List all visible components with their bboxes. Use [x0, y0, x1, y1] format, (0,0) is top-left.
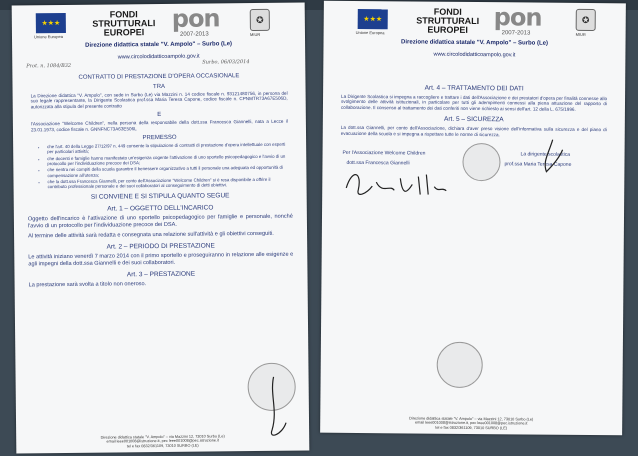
party-association: l'Associazione "Welcome Children", nella persona della responsabile della dott.ssa Francesca Giannelli, nata a Lecce il 23.01.1973, codice fiscale n. GNNFNC73A63E506L	[30, 118, 288, 132]
footer-line: Direzione didattica statale "V. Ampolo" – via Mazzini 12, 73010 Surbo (Le)	[409, 415, 534, 422]
fondi-strutturali-logo: FONDI STRUTTURALI EUROPEI	[92, 9, 156, 38]
art1-title: Art. 1 – OGGETTO DELL'INCARICO	[107, 204, 214, 213]
sign-right-name: prof.ssa Maria Teresa Capone	[504, 161, 572, 168]
art2-text: Le attività iniziano venerdì 7 marzo 2014 con il primo sportello e proseguiranno in relazione alle esigenze e agli impegni della dott.ssa Giannelli e dei suoi collaboratori.	[28, 251, 294, 268]
party-school: La Direzione didattica "V. Ampolo", con sede in Surbo (Le) via Mazzini n. 14 codice fiscale n. 93121480756, in persona del suo legale rappresentante, la Dirigente Scolastica prof.ssa Maria Teresa Capone, codice fiscale n. CPNMTR73A67E506D, autorizzata alla stipula del presente contratto	[30, 90, 288, 110]
school-website: www.circolodidatticoampolo.gov.it	[117, 53, 200, 61]
art2-title: Art. 2 – PERIODO DI PRESTAZIONE	[106, 242, 215, 251]
eu-caption: Unione Europea	[33, 34, 63, 40]
art3-title: Art. 3 – PRESTAZIONE	[126, 271, 196, 279]
letterhead	[323, 1, 625, 52]
school-stamp-bottom	[437, 342, 483, 388]
signature-block	[322, 150, 625, 223]
agreement-heading: SI CONVIENE E SI STIPULA QUANTO SEGUE	[90, 192, 230, 202]
eu-flag-icon: ★★★	[358, 9, 388, 29]
handwritten-date: Surbo, 06/03/2014	[202, 59, 250, 66]
pon-logo: pon	[493, 3, 542, 32]
fondi-strutturali-logo: FONDI STRUTTURALI EUROPEI	[416, 6, 480, 35]
pon-years: 2007-2013	[501, 30, 531, 37]
list-item: • che rientra nei compiti della scuola garantire il benessere organizzativo a tutti il personale una adeguata ed opportunità di compensazione all'utenza;	[47, 165, 288, 178]
signature-giannelli	[342, 164, 452, 205]
art1-text: Oggetto dell'incarico è l'attivazione di uno sportello psicopedagogico per famiglie e personale, nonché l'avvio di un protocollo per l'individuazione precoce dei DSA.	[27, 214, 293, 230]
emblem-caption: MIUR	[575, 31, 586, 37]
republic-emblem-icon: ✪	[250, 9, 270, 31]
sign-right-label: La dirigente scolastica	[520, 151, 571, 158]
art1-text-2: Al termine delle attività sarà redatta e consegnata una relazione sull'attività e gli obiettivi conseguiti.	[28, 230, 274, 239]
pon-years: 2007-2013	[179, 31, 209, 38]
sign-left-name: dott.ssa Francesca Giannelli	[346, 159, 410, 167]
list-item: • che la dott.ssa Francesca Giannelli, per conto dell'Associazione "Welcome Children" si è resa disponibile a offrire il contributo professionale personale e dei suoi collaboratori al conseguimento di detti obiettivi.	[47, 176, 288, 189]
premesso-heading: PREMESSO	[142, 134, 177, 142]
contract-page-2	[320, 1, 626, 436]
art3-text: La prestazione sarà svolta a titolo non oneroso.	[28, 281, 147, 289]
list-item: • che docenti e famiglie hanno manifestato un'esigenza cogente l'attivazione di uno sportello psicopedagogico e l'avvio di un protocollo per l'individuazione precoce dei DSA;	[47, 153, 288, 166]
signature-capone	[522, 137, 582, 178]
pon-logo: pon	[171, 4, 220, 33]
school-name: Direzione didattica statale "V. Ampolo" – Surbo (Le)	[401, 39, 549, 47]
art5-text: La dott.ssa Giannelli, per conto dell'Associazione, dichiara d'aver preso visione dell'informativa sulla sicurezza e del piano di evacuazione della scuola e si impegna a rispettare tutte le norme di sicurezza.	[340, 125, 607, 137]
contract-page-1	[12, 2, 310, 453]
letterhead	[12, 2, 305, 53]
eu-caption: Unione Europea	[355, 29, 385, 36]
premesso-list	[47, 142, 288, 190]
art4-title: Art. 4 – TRATTAMENTO DEI DATI	[424, 84, 524, 93]
contract-title: CONTRATTO DI PRESTAZIONE D'OPERA OCCASIONALE	[78, 73, 240, 81]
sign-left-label: Per l'Associazione Welcome Children	[342, 149, 426, 157]
footer-line: tel e fax 0832/361109, 73010 SURBO (LE)	[126, 443, 199, 448]
page-footer	[16, 433, 309, 450]
school-stamp	[462, 143, 500, 181]
school-name: Direzione didattica statale "V. Ampolo" – Surbo (Le)	[85, 41, 233, 49]
footer-line: tel e fax 0832/361109, 73010 SURBO (LE)	[435, 425, 508, 430]
eu-flag-icon: ★★★	[36, 13, 66, 33]
emblem-caption: MIUR	[249, 31, 261, 38]
handwritten-protocol: Prot. n. 1084/B32	[26, 62, 72, 70]
tra-label: TRA	[152, 83, 166, 91]
list-item: • che l'art. 40 della Legge 27/12/97 n. 449 consente la stipulazione di contratti di prestazione d'opera intellettuale con esperti per particolari attività;	[47, 142, 288, 155]
page-footer	[320, 415, 622, 431]
footer-line: email leee001008@istruzione.it, pec leee001008@pec.istruzione.it	[414, 420, 528, 426]
footer-line: email leee001008@istruzione.it, pec leee001008@pec.istruzione.it	[106, 438, 219, 444]
art5-title: Art. 5 – SICUREZZA	[444, 115, 504, 124]
republic-emblem-icon: ✪	[576, 9, 596, 31]
e-label: E	[157, 112, 162, 119]
school-website: www.circolodidatticoampolo.gov.it	[433, 51, 516, 59]
art4-text: La Dirigente Scolastica si impegna a raccogliere e trattare i dati dell'Associazione e dei prestatori d'opera per finalità connesse allo svolgimento delle attività istituzionali, in particolare per tutti gli adempimenti connessi alla piena attuazione del rapporto di collaborazione. Il consenso al trattamento dei dati conferiti non viene richiesto ai sensi dell'art. 12 della L. 675/1996.	[340, 93, 608, 112]
footer-line: Direzione didattica statale "V. Ampolo" – via Mazzini 12, 73010 Surbo (Le)	[100, 433, 225, 440]
